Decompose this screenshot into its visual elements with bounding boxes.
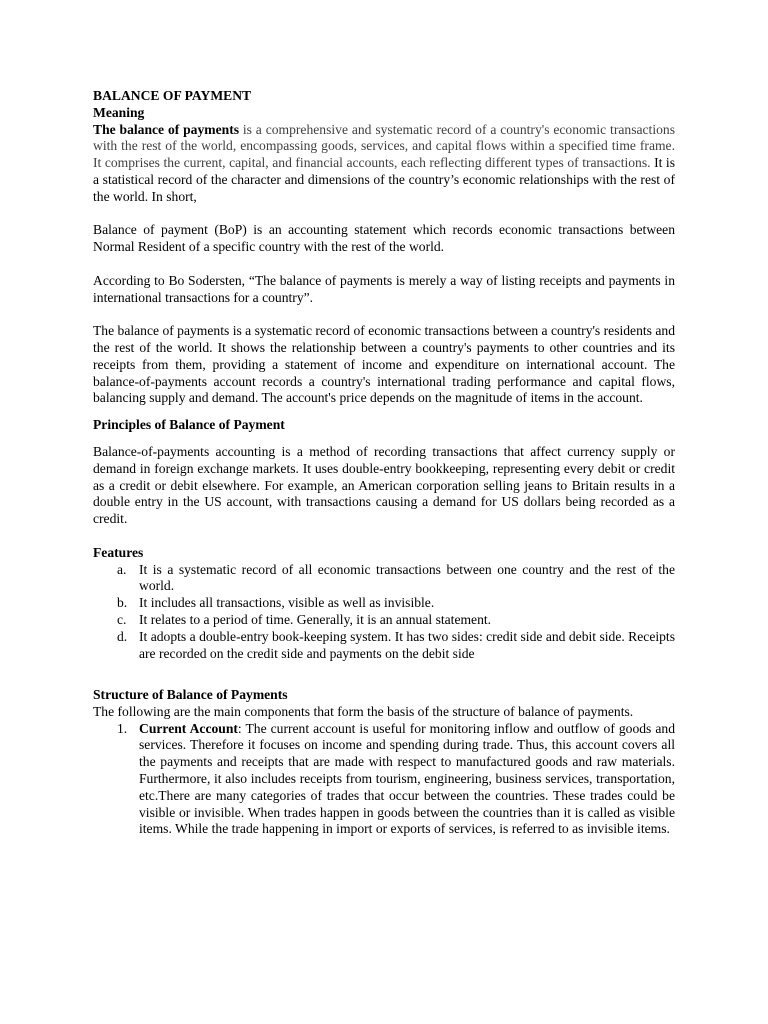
list-item	[93, 612, 675, 629]
sodersten-quote-paragraph: According to Bo Sodersten, “The balance of payments is merely a way of listing receipts and payments in international transactions for a country”.	[93, 272, 675, 305]
spacer	[93, 256, 675, 273]
spacer	[93, 528, 675, 545]
list-item	[93, 721, 675, 839]
list-item-label: Current Account	[139, 720, 238, 736]
list-item-text: It is a systematic record of all economic transactions between one country and the rest of the world.	[139, 561, 675, 594]
list-item-text: It includes all transactions, visible as well as invisible.	[139, 595, 435, 611]
meaning-bold-term: The balance of payments	[93, 121, 240, 137]
features-list	[93, 562, 675, 663]
spacer	[93, 306, 675, 323]
list-marker: c.	[117, 611, 127, 627]
meaning-gray-text: is a comprehensive and systematic record of a country's economic transactions with the rest of the world, encompassing goods, services, and capital flows within a specified time frame. It comprises the current, capital, and financial accounts, each reflecting different types of transactions.	[93, 121, 675, 171]
structure-list	[93, 721, 675, 839]
principles-heading: Principles of Balance of Payment	[93, 417, 285, 433]
spacer	[93, 679, 675, 687]
spacer	[93, 206, 675, 223]
features-heading: Features	[93, 544, 144, 560]
list-marker: d.	[117, 628, 128, 644]
spacer	[93, 434, 675, 444]
document-body	[93, 88, 675, 838]
document-title: BALANCE OF PAYMENT	[93, 88, 252, 103]
bop-definition-paragraph: Balance of payment (BoP) is an accounting statement which records economic transactions between Normal Resident of a specific country with the rest of the world.	[93, 222, 675, 255]
list-item	[93, 562, 675, 596]
list-marker: 1.	[117, 720, 128, 736]
list-item-text: It relates to a period of time. Generally, it is an annual statement.	[139, 611, 492, 627]
principles-paragraph: Balance-of-payments accounting is a method of recording transactions that affect currency supply or demand in foreign exchange markets. It uses double-entry bookkeeping, representing every debit or credit as a credit or debit elsewhere. For example, an American corporation selling jeans to Britain results in a double entry in the US account, with transactions causing a demand for US dollars being recorded as a credit.	[93, 443, 675, 527]
list-item-text: : The current account is useful for monitoring inflow and outflow of goods and services. Therefore it focuses on income and spending during trade. Thus, this account covers all the payments and receipts that are made with respect to manufactured goods and raw materials. Furthermore, it also includes receipts from tourism, engineering, business services, transportation, etc.There are many categories of trades that occur between the countries. These trades could be visible or invisible. When trades happen in goods between the countries than it is called as visible items. While the trade happening in import or exports of services, is referred to as invisible items.	[139, 720, 675, 837]
structure-intro-paragraph: The following are the main components that form the basis of the structure of balance of payments.	[93, 703, 634, 719]
structure-heading: Structure of Balance of Payments	[93, 687, 288, 703]
meaning-heading: Meaning	[93, 104, 145, 120]
list-marker: b.	[117, 595, 128, 611]
list-item	[93, 595, 675, 612]
meaning-paragraph	[93, 122, 675, 206]
list-marker: a.	[117, 561, 127, 577]
systematic-record-paragraph: The balance of payments is a systematic record of economic transactions between a country's residents and the rest of the world. It shows the relationship between a country's payments to other countries and its receipts from them, providing a statement of income and expenditure on international account. The balance-of-payments account records a country's international trading performance and capital flows, balancing supply and demand. The account's price depends on the magnitude of items in the account.	[93, 323, 675, 406]
meaning-rest-text: It is a statistical record of the character and dimensions of the country’s economic relationships with the rest of the world. In short,	[93, 155, 675, 204]
list-item	[93, 629, 675, 663]
spacer	[93, 662, 675, 679]
spacer	[93, 407, 675, 417]
list-item-text: It adopts a double-entry book-keeping system. It has two sides: credit side and debit side. Receipts are recorded on the credit side and payments on the debit side	[139, 628, 675, 661]
